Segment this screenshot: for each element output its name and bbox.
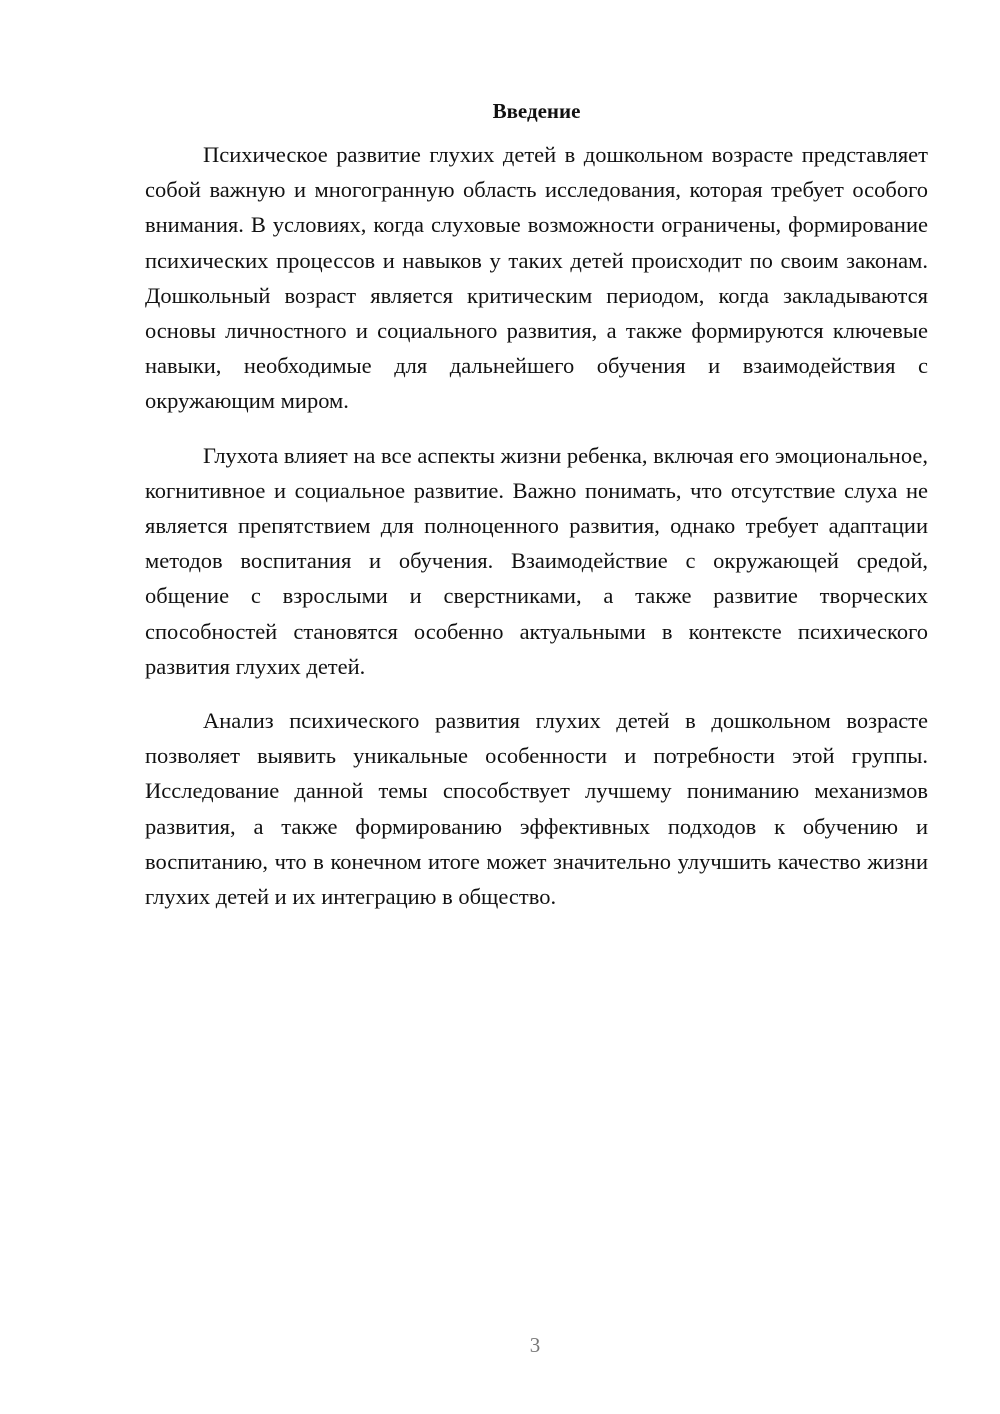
section-title: Введение <box>492 99 581 123</box>
paragraph-2: Глухота влияет на все аспекты жизни ребенка, включая его эмоциональное, когнитивное и социальное развитие. Важно понимать, что отсутствие слуха не является препятствием для полноценного развития, однако требует адаптации методов воспитания и обучения. Взаимодействие с окружающей средой, общение с взрослыми и сверстниками, а также развитие творческих способностей становятся особенно актуальными в контексте психического развития глухих детей. <box>145 442 928 679</box>
paragraph-3: Анализ психического развития глухих детей в дошкольном возрасте позволяет выявить уникальные особенности и потребности этой группы. Исследование данной темы способствует лучшему пониманию механизмов развития, а также формированию эффективных подходов к обучению и воспитанию, что в конечном итоге может значительно улучшить качество жизни глухих детей и их интеграцию в общество. <box>145 708 928 910</box>
page-content <box>145 96 928 933</box>
page-number: 3 <box>529 1333 541 1357</box>
paragraph-1: Психическое развитие глухих детей в дошкольном возрасте представляет собой важную и многогранную область исследования, которая требует особого внимания. В условиях, когда слуховые возможности ограничены, формирование психических процессов и навыков у таких детей происходит по своим законам. Дошкольный возраст является критическим периодом, когда закладываются основы личностного и социального развития, а также формируются ключевые навыки, необходимые для дальнейшего обучения и взаимодействия с окружающим миром. <box>145 142 928 414</box>
